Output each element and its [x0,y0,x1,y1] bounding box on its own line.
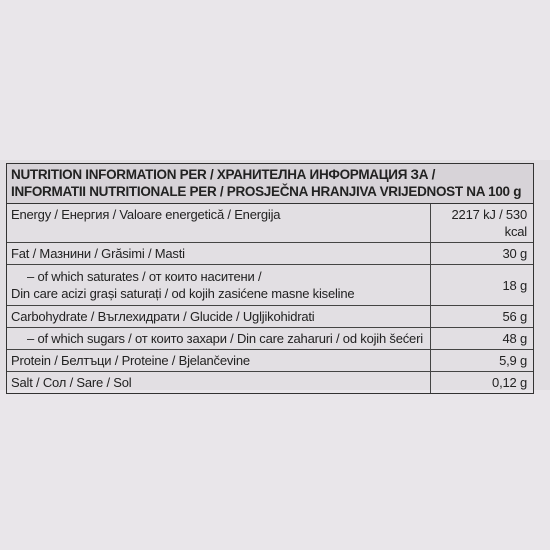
header-line-2: INFORMATII NUTRITIONALE PER / PROSJEČNA HRANJIVA VRIJEDNOST NA 100 g [11,184,522,199]
row-carbohydrate [7,306,533,328]
row-value: 56 g [502,309,527,324]
row-label [7,265,431,305]
row-label: Fat / Мазнини / Grăsimi / Masti [7,243,431,264]
row-energy [7,204,533,243]
row-value: 5,9 g [499,353,527,368]
row-label-line-1: – of which saturates / от които наситени / [27,269,262,284]
row-value: 30 g [502,246,527,261]
row-value: 0,12 g [492,375,527,390]
row-value: 18 g [502,277,527,293]
row-sugars [7,328,533,350]
row-label: Salt / Сол / Sare / Sol [7,372,431,393]
row-saturates [7,265,533,306]
row-salt [7,372,533,393]
row-label: Carbohydrate / Въглехидрати / Glucide / Ugljikohidrati [7,306,431,327]
row-label-line-2: Din care acizi grași saturați / od kojih zasićene masne kiseline [11,286,355,301]
row-fat [7,243,533,265]
row-value: 48 g [502,331,527,346]
nutrition-table [6,163,534,394]
row-label: Energy / Енергия / Valoare energetică / Energija [7,204,431,242]
row-value: 2217 kJ / 530 kcal [451,207,527,239]
table-header [7,164,533,204]
row-protein [7,350,533,372]
header-line-1: NUTRITION INFORMATION PER / ХРАНИТЕЛНА ИНФОРМАЦИЯ ЗА / [11,167,436,182]
row-label: – of which sugars / от които захари / Din care zaharuri / od kojih šećeri [7,328,431,349]
row-label: Protein / Белтъци / Proteine / Bjelančevine [7,350,431,371]
